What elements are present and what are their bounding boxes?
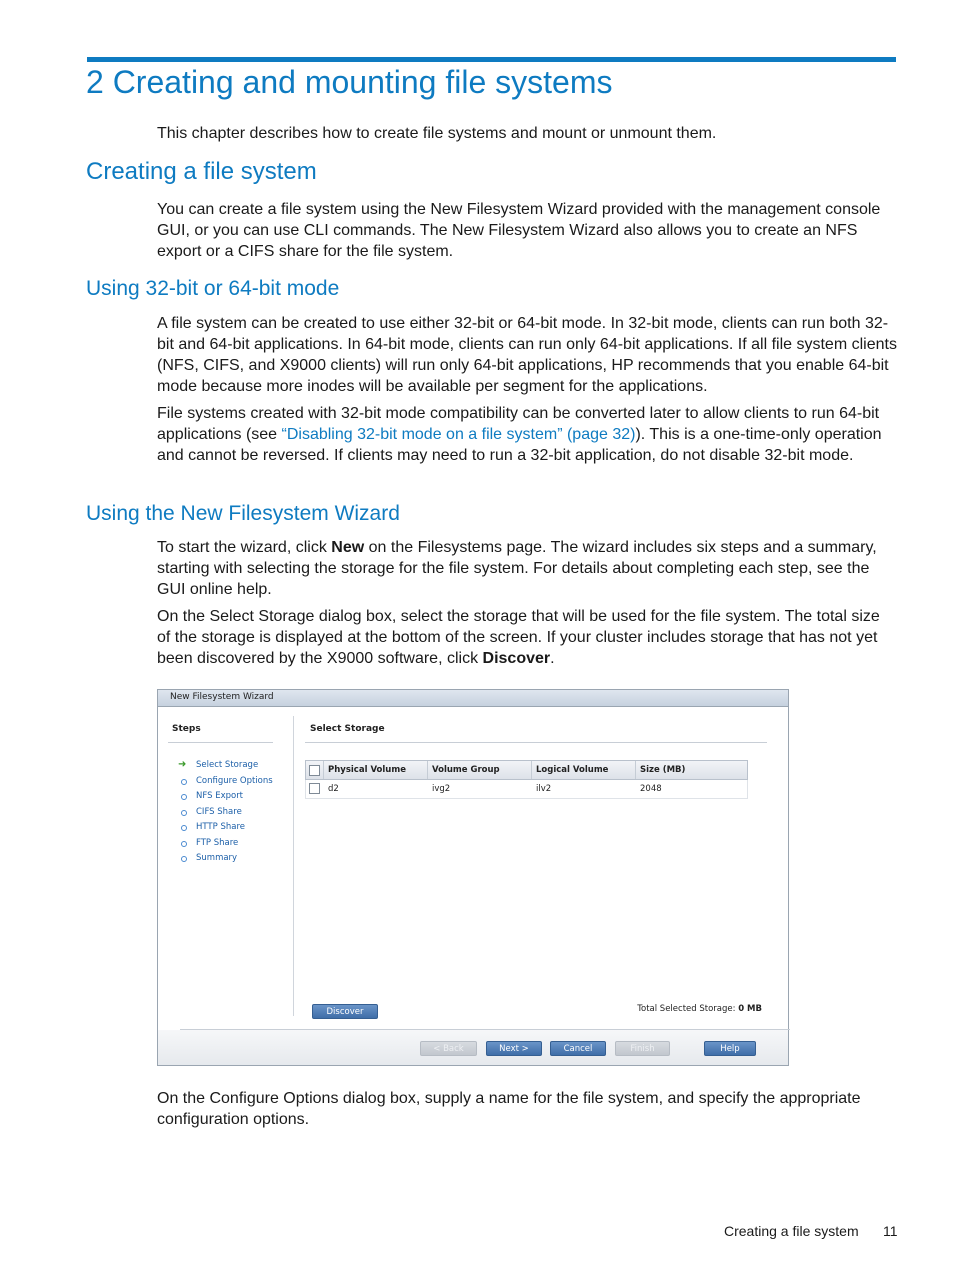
mode-para-2-text-a: File systems created with 32-bit mode compatibility can be converted later to allow clients to run 64-bit applications (see	[157, 405, 880, 443]
wizard-para-2-text-a: On the Select Storage dialog box, select the storage that will be used for the file system. The total size of the storage is displayed at the bottom of the screen. If your cluster includes storage that has not yet been discovered by the X9000 software, click	[157, 608, 880, 667]
step-label: HTTP Share	[196, 822, 245, 832]
cancel-button[interactable]: Cancel	[550, 1041, 606, 1056]
discover-keyword: Discover	[482, 650, 551, 667]
heading-creating-file-system: Creating a file system	[86, 158, 317, 185]
steps-divider	[168, 742, 273, 743]
steps-heading: Steps	[172, 724, 201, 734]
wizard-para-2	[157, 606, 897, 669]
mode-para-2	[157, 403, 897, 466]
new-filesystem-wizard-dialog	[157, 689, 789, 1066]
wizard-title: New Filesystem Wizard	[170, 692, 274, 702]
disabling-32-bit-link[interactable]: “Disabling 32-bit mode on a file system” (page 32)	[281, 426, 636, 443]
chapter-title: 2 Creating and mounting file systems	[86, 64, 613, 100]
step-bullet-icon	[181, 794, 187, 800]
step-cifs-share[interactable]	[178, 807, 298, 823]
panel-divider	[293, 716, 294, 1016]
step-label: Summary	[196, 853, 238, 863]
wizard-button-bar	[158, 1030, 788, 1065]
chapter-rule	[87, 57, 896, 62]
step-label: FTP Share	[196, 837, 239, 848]
wizard-para-2-text-b: .	[550, 650, 555, 667]
step-label: NFS Export	[196, 791, 244, 801]
step-bullet-icon	[181, 810, 187, 816]
column-divider	[635, 761, 636, 779]
row-checkbox[interactable]	[309, 783, 320, 794]
total-value: 0 MB	[738, 1004, 762, 1014]
creating-body: You can create a file system using the New Filesystem Wizard provided with the management console GUI, or you can use CLI commands. The New Filesystem Wizard also allows you to create an NFS export or a CIFS share for the file system.	[157, 201, 881, 260]
table-row[interactable]	[305, 780, 748, 799]
total-selected-storage	[637, 1004, 762, 1014]
col-logical-volume[interactable]: Logical Volume	[536, 765, 609, 775]
step-bullet-icon	[181, 779, 187, 785]
cell-size-mb: 2048	[640, 784, 662, 794]
mode-para-1: A file system can be created to use either 32-bit or 64-bit mode. In 32-bit mode, clients can run both 32-bit and 64-bit applications. In 64-bit mode, clients can run only 64-bit applications. If all file system clients (NFS, CIFS, and X9000 clients) will run only 64-bit applications, HP recommends that you enable 64-bit mode because more inodes will be available per segment for the applications.	[157, 315, 897, 395]
cell-logical-volume: ilv2	[536, 784, 552, 794]
step-http-share[interactable]	[178, 822, 298, 838]
discover-button[interactable]: Discover	[312, 1004, 378, 1019]
column-divider	[323, 761, 324, 779]
cell-physical-volume: d2	[328, 784, 339, 794]
step-select-storage[interactable]	[178, 760, 298, 776]
select-all-checkbox[interactable]	[309, 765, 320, 776]
back-button[interactable]: < Back	[420, 1041, 477, 1056]
page-number: 11	[883, 1223, 898, 1239]
total-label: Total Selected Storage:	[637, 1004, 736, 1014]
wizard-para-3: On the Configure Options dialog box, supply a name for the file system, and specify the appropriate configuration options.	[157, 1090, 861, 1128]
steps-list	[178, 760, 298, 869]
col-volume-group[interactable]: Volume Group	[432, 765, 500, 775]
new-keyword: New	[331, 539, 365, 556]
next-button[interactable]: Next >	[486, 1041, 542, 1056]
wizard-para-1-text-b: on the Filesystems page. The wizard includes six steps and a summary, starting with selecting the storage for the file system. For details about completing each step, see the GUI online help.	[157, 539, 877, 598]
step-label: CIFS Share	[196, 806, 242, 817]
column-divider	[427, 761, 428, 779]
chapter-intro: This chapter describes how to create file systems and mount or unmount them.	[157, 125, 717, 142]
column-divider	[531, 761, 532, 779]
step-bullet-icon	[181, 856, 187, 862]
step-ftp-share[interactable]	[178, 838, 298, 854]
step-label: Select Storage	[196, 760, 259, 770]
wizard-para-1-text-a: To start the wizard, click	[157, 539, 332, 556]
step-nfs-export[interactable]	[178, 791, 298, 807]
step-summary[interactable]	[178, 853, 298, 869]
help-button[interactable]: Help	[704, 1041, 756, 1056]
step-label: Configure Options	[196, 775, 273, 786]
wizard-para-1	[157, 537, 897, 600]
current-step-arrow-icon: ➜	[178, 759, 187, 770]
col-physical-volume[interactable]: Physical Volume	[328, 765, 406, 775]
table-header	[305, 760, 748, 780]
select-storage-heading: Select Storage	[310, 724, 385, 734]
col-size-mb[interactable]: Size (MB)	[640, 765, 686, 775]
step-bullet-icon	[181, 841, 187, 847]
wizard-titlebar	[158, 690, 788, 707]
footer-section-title: Creating a file system	[724, 1223, 859, 1239]
finish-button[interactable]: Finish	[615, 1041, 670, 1056]
storage-table	[305, 760, 748, 799]
heading-32-64-bit-mode: Using 32-bit or 64-bit mode	[86, 277, 340, 300]
step-configure-options[interactable]	[178, 776, 298, 792]
mode-para-2-text-b: ). This is a one-time-only operation and cannot be reversed. If clients may need to run a 32-bit application, do not disable 32-bit mode.	[157, 426, 882, 464]
cell-volume-group: ivg2	[432, 784, 451, 794]
select-storage-divider	[305, 742, 767, 743]
heading-new-filesystem-wizard: Using the New Filesystem Wizard	[86, 502, 400, 525]
step-bullet-icon	[181, 825, 187, 831]
